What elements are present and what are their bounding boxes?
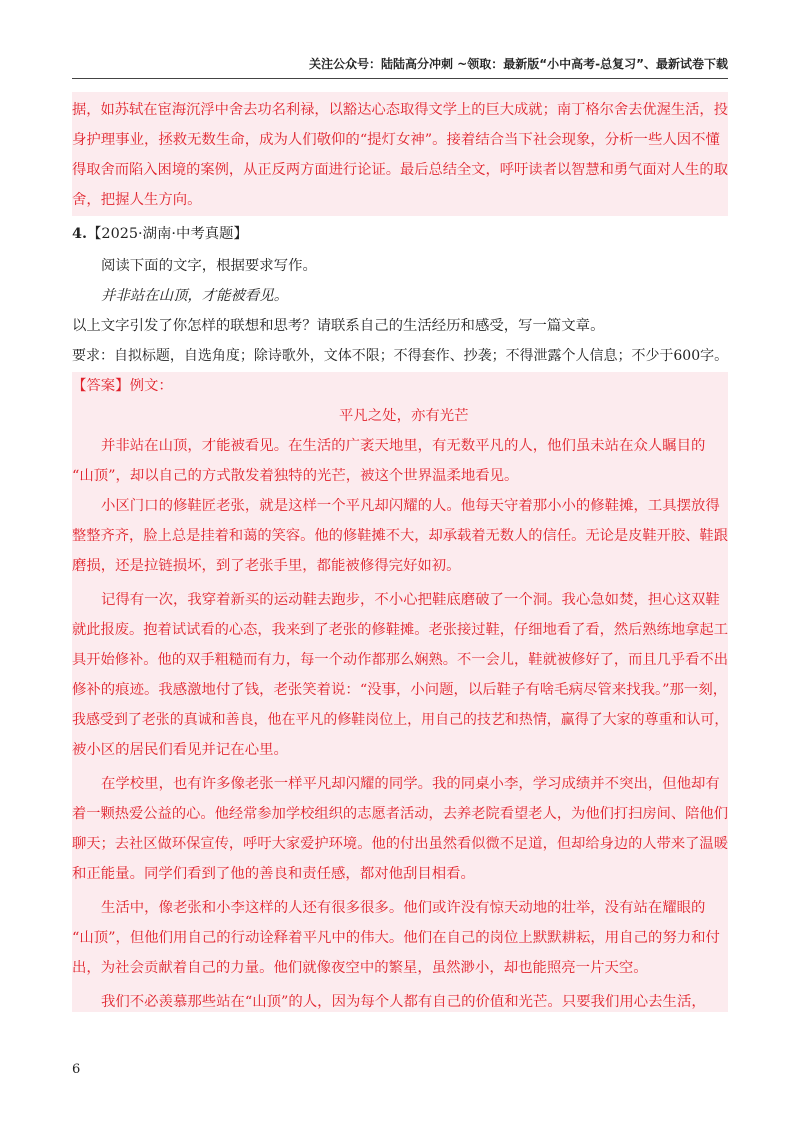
essay-line: 和正能量。同学们看到了他的善良和责任感，都对他刮目相看。	[72, 866, 475, 882]
essay-line: 就此报废。抱着试试看的心态，我来到了老张的修鞋摊。老张接过鞋，仔细地看了看，然后熟练地拿起工	[72, 622, 728, 638]
header-divider	[72, 78, 728, 79]
essay-line: 具开始修补。他的双手粗糙而有力，每一个动作都那么娴熟。不一会儿，鞋就被修好了，而且几乎看不出	[72, 652, 728, 668]
page-header: 关注公众号：陆陆高分冲刺 ~领取：最新版“小中高考-总复习”、最新试卷下载	[309, 57, 728, 71]
prev-answer-line: 据，如苏轼在宦海沉浮中舍去功名利禄，以豁达心态取得文学上的巨大成就；南丁格尔舍去优渥生活，投	[72, 102, 728, 118]
essay-line: 小区门口的修鞋匠老张，就是这样一个平凡却闪耀的人。他每天守着那小小的修鞋摊，工具摆放得	[101, 498, 720, 514]
essay-line: 我感受到了老张的真诚和善良，他在平凡的修鞋岗位上，用自己的技艺和热情，赢得了大家的尊重和认可，	[72, 712, 729, 728]
prev-answer-line: 舍，把握人生方向。	[72, 192, 202, 208]
essay-line: 着一颗热爱公益的心。他经常参加学校组织的志愿者活动，去养老院看望老人，为他们打扫房间、陪他们	[72, 806, 728, 822]
essay-title: 平凡之处，亦有光芒	[339, 408, 469, 424]
essay-line: 我们不必羡慕那些站在“山顶”的人，因为每个人都有自己的价值和光芒。只要我们用心去生活，	[101, 994, 706, 1010]
essay-line: 出，为社会贡献着自己的力量。他们就像夜空中的繁星，虽然渺小，却也能照亮一片天空。	[72, 960, 648, 976]
question-heading	[72, 224, 248, 244]
question-prompt: 以上文字引发了你怎样的联想和思考？请联系自己的生活经历和感受，写一篇文章。	[72, 318, 605, 334]
essay-line: “山顶”，但他们用自己的行动诠释着平凡中的伟大。他们在自己的岗位上默默耕耘，用自己的努力和付	[72, 930, 720, 946]
essay-line: 磨损，还是拉链损坏，到了老张手里，都能被修得完好如初。	[72, 558, 461, 574]
essay-line: 聊天；去社区做环保宣传，呼吁大家爱护环境。他的付出虽然看似微不足道，但却给身边的人带来了温暖	[72, 836, 728, 852]
essay-line: 在学校里，也有许多像老张一样平凡却闪耀的同学。我的同桌小李，学习成绩并不突出，但他却有	[101, 776, 720, 792]
essay-line: 整整齐齐，脸上总是挂着和蔼的笑容。他的修鞋摊不大，却承载着无数人的信任。无论是皮鞋开胶、鞋跟	[72, 528, 728, 544]
question-source: 【2025·湖南·中考真题】	[87, 226, 248, 242]
essay-line: 并非站在山顶，才能被看见。在生活的广袤天地里，有无数平凡的人，他们虽未站在众人瞩目的	[101, 438, 706, 454]
question-number: 4.	[72, 225, 88, 242]
prev-answer-line: 身护理事业，拯救无数生命，成为人们敬仰的“提灯女神”。接着结合当下社会现象，分析一些人因不懂	[72, 132, 720, 148]
answer-label: 【答案】	[72, 378, 130, 394]
essay-line: “山顶”，却以自己的方式散发着独特的光芒，被这个世界温柔地看见。	[72, 468, 519, 484]
question-requirements: 要求：自拟标题，自选角度；除诗歌外，文体不限；不得套作、抄袭；不得泄露个人信息；不少于600字。	[72, 348, 729, 364]
essay-line: 修补的痕迹。我感激地付了钱，老张笑着说：“没事，小问题，以后鞋子有啥毛病尽管来找我。”那一刻，	[72, 682, 728, 698]
question-instruction: 阅读下面的文字，根据要求写作。	[101, 258, 317, 274]
essay-line: 被小区的居民们看见并记在心里。	[72, 742, 288, 758]
answer-label-suffix: 例文：	[129, 378, 173, 394]
page-number: 6	[72, 1062, 81, 1077]
prev-answer-line: 得取舍而陷入困境的案例，从正反两方面进行论证。最后总结全文，呼吁读者以智慧和勇气面对人生的取	[72, 162, 728, 178]
essay-line: 生活中，像老张和小李这样的人还有很多很多。他们或许没有惊天动地的壮举，没有站在耀眼的	[101, 900, 706, 916]
answer-label-line	[72, 376, 173, 396]
essay-line: 记得有一次，我穿着新买的运动鞋去跑步，不小心把鞋底磨破了一个洞。我心急如焚，担心这双鞋	[101, 592, 720, 608]
question-quote: 并非站在山顶，才能被看见。	[101, 288, 289, 304]
